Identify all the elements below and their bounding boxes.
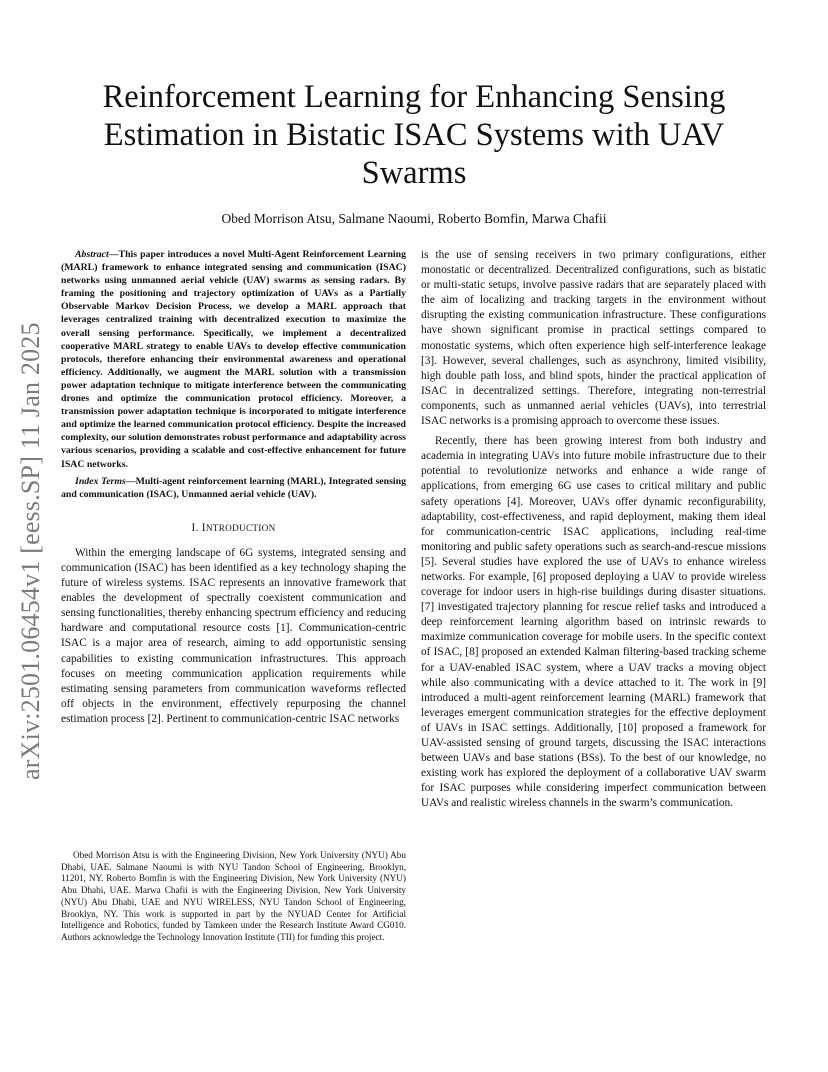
section-number: I. I [191, 521, 206, 534]
left-column [61, 248, 406, 732]
index-terms-lead: Index Terms [75, 475, 126, 487]
intro-paragraph-2: Recently, there has been growing interest from both industry and academia in integrating UAVs into future mobile infrastructure due to their potential to revolutionize networks and enhance a wide range of applications, from emerging 6G use cases to critical military and public safety operations [4]. Moreover, UAVs offer dynamic reconfigurability, adaptability, cost-effectiveness, and rapid deployment, making them ideal for communication-centric ISAC applications, including real-time monitoring and public safety operations such as search-and-rescue missions [5]. Several studies have explored the use of UAVs to enhance wireless networks. For example, [6] proposed deploying a UAV to provide wireless coverage for indoor users in high-rise buildings during disaster situations. [7] investigated trajectory planning for rescue relief tasks and introduced a deep reinforcement learning algorithm based on intrinsic rewards to maximize communication coverage for mobile users. In the specific context of ISAC, [8] proposed an extended Kalman filtering-based tracking scheme for a UAV-enabled ISAC system, where a UAV tracks a moving object while also communicating with a device attached to it. The work in [9] introduced a multi-agent reinforcement learning (MARL) framework that leverages emergent communication strategies for the effective deployment of UAVs in ISAC settings. Additionally, [10] proposed a framework for UAV-assisted sensing of ground targets, discussing the ISAC interactions between UAVs and base stations (BSs). To the best of our knowledge, no existing work has explored the deployment of a collaborative UAV swarm for ISAC purposes while considering imperfect communication between UAVs and realistic wireless channels in the swarm’s communication. [421, 435, 766, 810]
abstract-text: —This paper introduces a novel Multi-Agent Reinforcement Learning (MARL) framework to enhance integrated sensing and communication (ISAC) networks using unmanned aerial vehicle (UAV) swarms as sensing radars. By framing the positioning and trajectory optimization of UAVs as a Partially Observable Markov Decision Process, we develop a MARL approach that leverages centralized training with decentralized execution to maximize the overall sensing performance. Specifically, we implement a decentralized cooperative MARL strategy to enable UAVs to develop effective communication protocols, therefore enhancing their environmental awareness and operational efficiency. Additionally, we augment the MARL solution with a transmission power adaptation technique to mitigate interference between the communicating drones and optimize the communication protocol efficiency. Moreover, a transmission power adaptation technique is incorporated to mitigate interference and optimize the learned communication protocol efficiency. Despite the increased complexity, our solution demonstrates robust performance and adaptability across various scenarios, providing a scalable and cost-effective enhancement for future ISAC networks. [61, 249, 406, 470]
abstract [61, 248, 406, 471]
author-affiliation-footnote: Obed Morrison Atsu is with the Engineering Division, New York University (NYU) Abu Dhabi, UAE. Salmane Naoumi is with NYU Tandon School of Engineering, Brooklyn, 11201, NY. Roberto Bomfin is with the Engineering Division, New York University (NYU) Abu Dhabi, UAE. Marwa Chafii is with the Engineering Division, New York University (NYU) Abu Dhabi, UAE and NYU WIRELESS, NYU Tandon School of Engineering, Brooklyn, NY. This work is supported in part by the NYUAD Center for Artificial Intelligence and Robotics, funded by Tamkeen under the Research Institute Award CG010. Authors acknowledge the Technology Innovation Institute (TII) for funding this project. [61, 850, 406, 942]
right-column [421, 248, 766, 816]
author-list: Obed Morrison Atsu, Salmane Naoumi, Roberto Bomfin, Marwa Chafii [221, 211, 607, 226]
index-terms [61, 475, 406, 501]
intro-continuation: is the use of sensing receivers in two primary configurations, either monostatic or decentralized. Decentralized configurations, such as bistatic or multi-static setups, involve passive radars that are separately placed with the aim of localizing and tracking targets in the environment without disrupting the existing communication infrastructure. These configurations have shown significant promise in practical settings compared to monostatic systems, which often experience high self-interference leakage [3]. However, several challenges, such as asynchrony, limited visibility, high double path loss, and blind spots, hinder the practical application of ISAC in decentralized settings. Therefore, integrating non-terrestrial components, such as unmanned aerial vehicles (UAVs), into terrestrial ISAC networks is a promising approach to overcome these issues. [421, 249, 766, 428]
section-heading-introduction [61, 521, 406, 536]
paper-title: Reinforcement Learning for Enhancing Sensing Estimation in Bistatic ISAC Systems with UAV Swarms [102, 79, 726, 191]
section-title: NTRODUCTION [205, 522, 276, 533]
index-terms-text: —Multi-agent reinforcement learning (MARL), Integrated sensing and communication (ISAC), Unmanned aerial vehicle (UAV). [61, 475, 406, 500]
abstract-lead: Abstract [75, 249, 109, 260]
intro-paragraph: Within the emerging landscape of 6G systems, integrated sensing and communication (ISAC) has been identified as a key technology shaping the future of wireless systems. ISAC represents an innovative framework that enables the development of spectrally coexistent communication and sensing functionalities, thereby enhancing spectrum efficiency and reducing hardware and computational resource costs [1]. Communication-centric ISAC is a major area of research, aiming to add opportunistic sensing capabilities to existing communication infrastructures. This approach focuses on meeting communication application requirements while estimating sensing parameters from communication waveforms reflected off objects in the environment, effectively repurposing the channel estimation process [2]. Pertinent to communication-centric ISAC networks [61, 546, 406, 725]
arxiv-identifier: arXiv:2501.06454v1 [eess.SP] 11 Jan 2025 [16, 322, 45, 780]
